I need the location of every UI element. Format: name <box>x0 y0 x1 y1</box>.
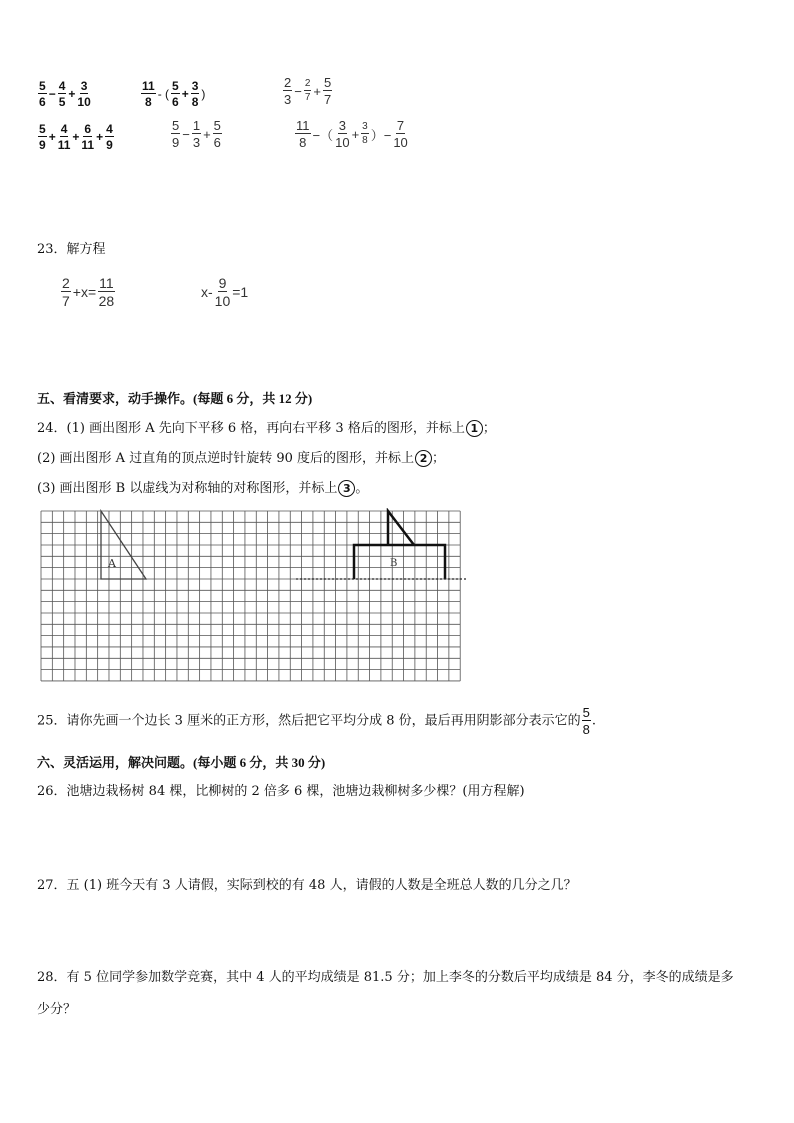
equation-2: x- $\frac{9}{10}$ =1 <box>201 275 249 309</box>
section-5-title: 五、看清要求，动手操作。(每题 6 分，共 12 分) <box>37 391 313 406</box>
question-25: 25．请你先画一个边长 3 厘米的正方形，然后把它平均分成 8 份，最后再用阴影部分表示它的 $\frac{5}{8}$ . <box>37 705 596 737</box>
shape-b <box>354 511 445 579</box>
fraction: $\frac{3}{8}$ <box>191 79 199 109</box>
fraction: $\frac{11}{8}$ <box>296 118 310 150</box>
fraction: $\frac{2}{7}$ <box>62 275 70 309</box>
fraction: $\frac{5}{6}$ <box>39 79 46 109</box>
shape-b-label: B <box>390 558 398 569</box>
shape-a-label: A <box>108 557 116 570</box>
fraction: $\frac{3}{10}$ <box>77 79 91 109</box>
question-24-part-2: (2) 画出图形 A 过直角的顶点逆时针旋转 90 度后的图形，并标上 2 ； <box>37 451 446 466</box>
fraction: $\frac{4}{9}$ <box>106 122 113 152</box>
question-26: 26．池塘边栽杨树 84 棵，比柳树的 2 倍多 6 棵，池塘边栽柳树多少棵？(用方程解) <box>37 784 525 799</box>
grid-figure <box>38 508 468 688</box>
fraction: $\frac{1}{3}$ <box>192 118 201 150</box>
equation-1: $\frac{2}{7}$ +x= $\frac{11}{28}$ <box>62 275 115 309</box>
expression-1-3: $\frac{2}{3}$ − $\frac{2}{7}$ + $\frac{5}{7}$ <box>284 75 332 107</box>
fraction: $\frac{5}{9}$ <box>172 118 180 150</box>
circled-number-2: 2 <box>415 450 432 467</box>
fraction: $\frac{2}{7}$ <box>304 78 311 103</box>
fraction: $\frac{5}{6}$ <box>172 79 179 109</box>
question-28-line-2: 少分？ <box>37 1002 77 1017</box>
question-27: 27．五 (1) 班今天有 3 人请假，实际到校的有 48 人，请假的人数是全班总人数的几分之几？ <box>37 878 577 893</box>
fraction: $\frac{7}{10}$ <box>393 118 408 150</box>
fraction: $\frac{2}{3}$ <box>284 75 292 107</box>
fraction: $\frac{11}{8}$ <box>142 79 155 109</box>
section-6-title: 六、灵活运用，解决问题。(每小题 6 分，共 30 分) <box>37 755 326 770</box>
expression-1-2: $\frac{11}{8}$ - ( $\frac{5}{6}$ + $\frac{3}{8}$ ) <box>142 79 206 109</box>
circled-number-1: 1 <box>466 420 483 437</box>
fraction-five-eighths: $\frac{5}{8}$ <box>582 705 590 737</box>
expression-1-1: $\frac{5}{6}$ − $\frac{4}{5}$ + $\frac{3}{10}$ <box>39 79 91 109</box>
fraction: $\frac{4}{5}$ <box>58 79 66 109</box>
question-24-part-1: 24．(1) 画出图形 A 先向下平移 6 格，再向右平移 3 格后的图形，并标上 1 ； <box>37 421 496 436</box>
fraction: $\frac{3}{8}$ <box>362 121 368 146</box>
fraction: $\frac{5}{9}$ <box>39 122 46 152</box>
expression-2-1: $\frac{5}{9}$ + $\frac{4}{11}$ + $\frac{6}{11}$ + $\frac{4}{9}$ <box>39 122 113 152</box>
fraction: $\frac{5}{7}$ <box>323 75 332 107</box>
fraction: $\frac{6}{11}$ <box>81 122 95 152</box>
fraction: $\frac{3}{10}$ <box>335 118 350 150</box>
fraction: $\frac{4}{11}$ <box>57 122 71 152</box>
expression-2-2: $\frac{5}{9}$ − $\frac{1}{3}$ + $\frac{5}{6}$ <box>172 118 221 150</box>
question-28-line-1: 28．有 5 位同学参加数学竞赛，其中 4 人的平均成绩是 81.5 分；加上李冬的分数后平均成绩是 84 分，李冬的成绩是多 <box>37 970 734 985</box>
question-24-part-3: (3) 画出图形 B 以虚线为对称轴的对称图形，并标上 3 。 <box>37 481 369 496</box>
expression-2-3: $\frac{11}{8}$ −（ $\frac{3}{10}$ + $\frac{3}{8}$ ）− $\frac{7}{10}$ <box>296 118 408 150</box>
fraction: $\frac{11}{28}$ <box>98 275 115 309</box>
grid-lines <box>41 511 460 681</box>
question-23-label: 23．解方程 <box>37 242 106 257</box>
fraction: $\frac{9}{10}$ <box>214 275 231 309</box>
fraction: $\frac{5}{6}$ <box>213 118 221 150</box>
circled-number-3: 3 <box>338 480 355 497</box>
